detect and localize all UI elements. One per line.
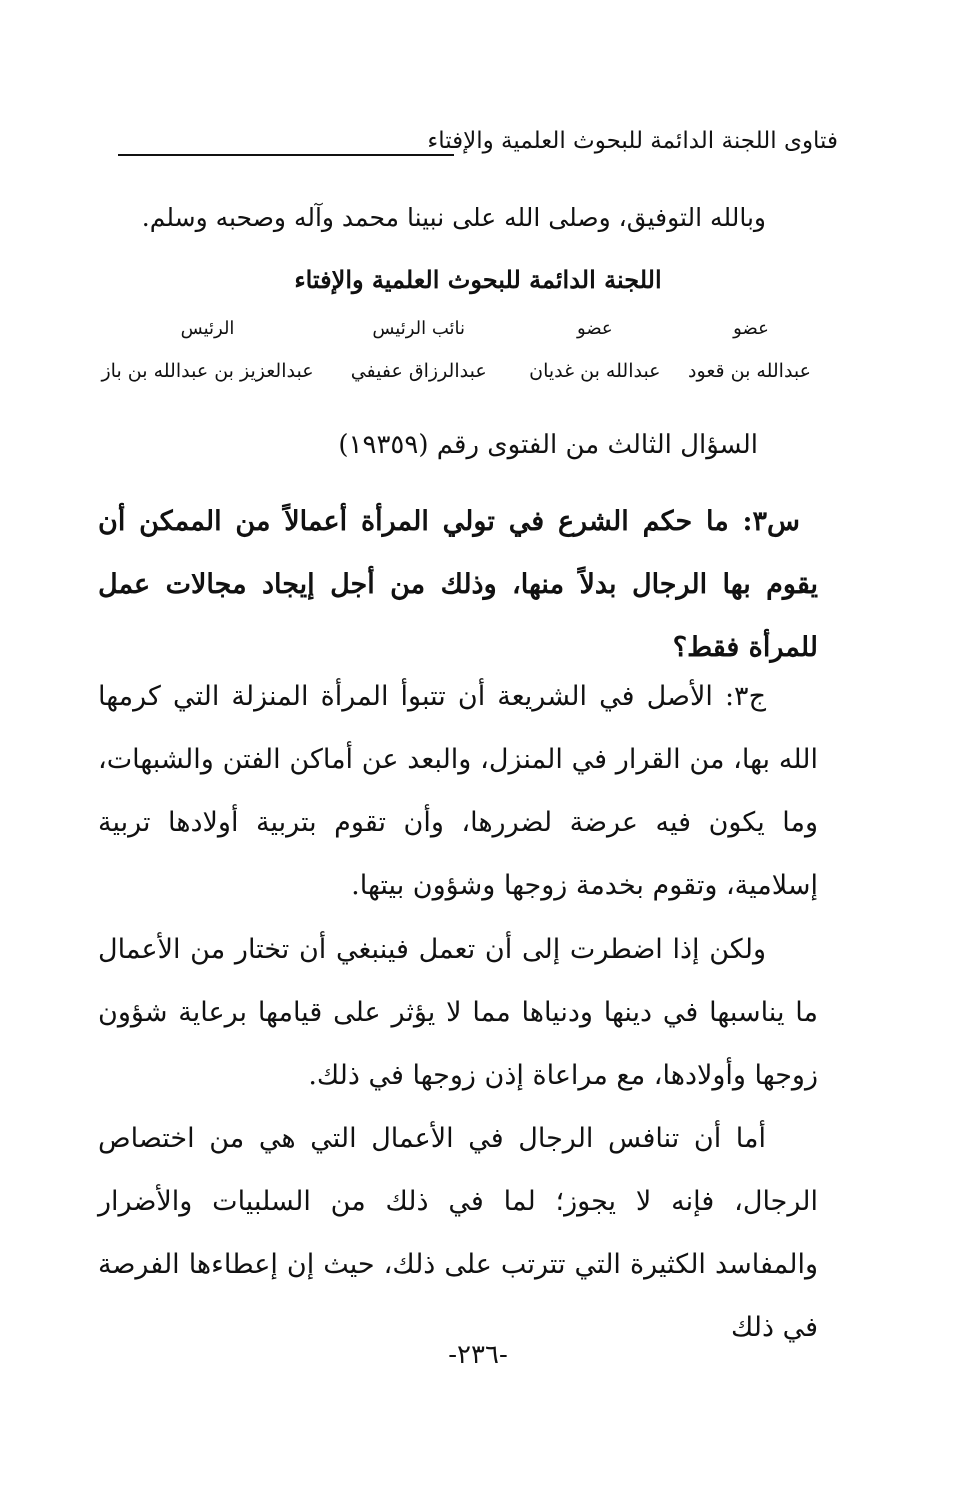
member-name: عبدالله بن قعود	[688, 360, 811, 382]
committee-name: اللجنة الدائمة للبحوث العلمية والإفتاء	[294, 265, 662, 294]
closing-line: وبالله التوفيق، وصلى الله على نبينا محمد وآله وصحبه وسلم.	[141, 203, 766, 232]
committee-roles-row	[100, 318, 811, 339]
answer-paragraph: ولكن إذا اضطرت إلى أن تعمل فينبغي أن تختار من الأعمال ما يناسبها في دينها ودنياها مما لا يؤثر على قيامها برعاية شؤون زوجها وأولادها، مع مراعاة إذن زوجها في ذلك.	[98, 934, 818, 1091]
member-name: عبدالله بن غديان	[529, 360, 661, 382]
header-title: فتاوى اللجنة الدائمة للبحوث العلمية والإفتاء	[427, 128, 838, 154]
member-role: عضو	[733, 318, 769, 339]
answer-paragraph: ج٣: الأصل في الشريعة أن تتبوأ المرأة المنزلة التي كرمها الله بها، من القرار في المنزل، والبعد عن أماكن الفتن والشبهات، وما يكون فيه عرضة لضررها، وأن تقوم بتربية أولادها تربية إسلامية، وتقوم بخدمة زوجها وشؤون بيتها.	[98, 681, 818, 901]
running-header	[118, 128, 838, 168]
fatwa-reference: السؤال الثالث من الفتوى رقم (١٩٣٥٩)	[338, 430, 758, 460]
header-rule	[118, 154, 454, 156]
member-role: الرئيس	[180, 318, 235, 339]
member-role: عضو	[577, 318, 613, 339]
member-name: عبدالرزاق عفيفي	[350, 360, 487, 382]
answer-paragraph: أما أن تنافس الرجال في الأعمال التي هي من اختصاص الرجال، فإنه لا يجوز؛ لما في ذلك من السلبيات والأضرار والمفاسد الكثيرة التي تترتب على ذلك، حيث إن إعطاءها الفرصة في ذلك	[98, 1123, 818, 1343]
page-number: -٢٣٦-	[448, 1340, 508, 1370]
member-name: عبدالعزيز بن عبدالله بن باز	[101, 360, 314, 382]
committee-names-row	[100, 360, 811, 382]
member-role: نائب الرئيس	[372, 318, 466, 339]
question-paragraph: س٣: ما حكم الشرع في تولي المرأة أعمالاً من الممكن أن يقوم بها الرجال بدلاً منها، وذلك من أجل إيجاد مجالات عمل للمرأة فقط؟	[98, 506, 818, 663]
